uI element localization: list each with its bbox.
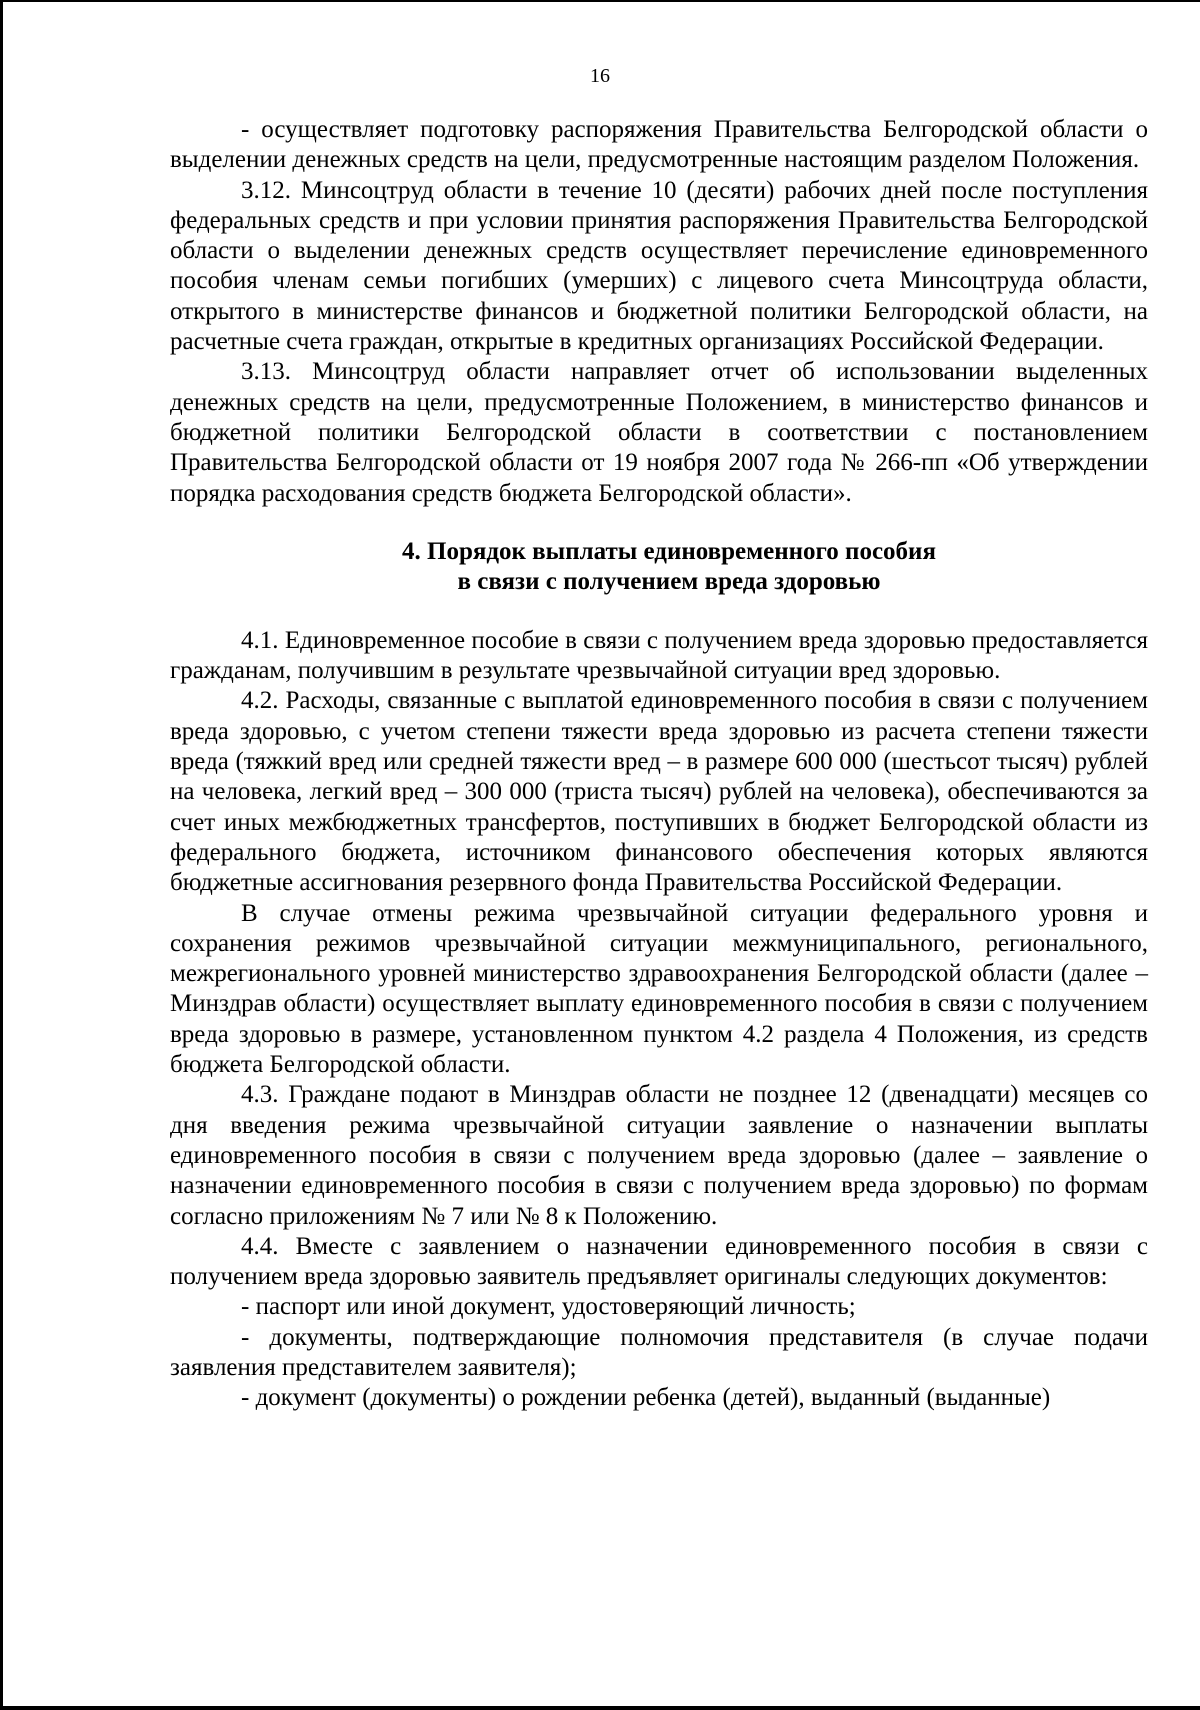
paragraph-3-13: 3.13. Минсоцтруд области направляет отчет об использовании выделенных денежных средств на цели, предусмотренные Положением, в министерство финансов и бюджетной политики Белгородской области в соответствии с постановлением Правительства Белгородской области от 19 ноября 2007 года № 266-пп «Об утверждении порядка расходования средств бюджета Белгородской области». — [170, 358, 1148, 507]
scan-border-left — [0, 0, 3, 1710]
paragraph-4-1: 4.1. Единовременное пособие в связи с получением вреда здоровью предоставляется гражданам, получившим в результате чрезвычайной ситуации вред здоровью. — [170, 626, 1148, 685]
section-heading — [170, 537, 1148, 597]
list-item-representative: - документы, подтверждающие полномочия представителя (в случае подачи заявления представителем заявителя); — [170, 1323, 1148, 1381]
paragraph-4-3: 4.3. Граждане подают в Минздрав области не позднее 12 (двенадцати) месяцев со дня введения режима чрезвычайной ситуации заявление о назначении выплаты единовременного пособия в связи с получением вреда здоровью (далее – заявление о назначении единовременного пособия в связи с получением вреда здоровью) по формам согласно приложениям № 7 или № 8 к Положению. — [170, 1081, 1148, 1230]
scan-border-top — [0, 0, 1200, 2]
list-item-passport: - паспорт или иной документ, удостоверяющий личность; — [241, 1293, 856, 1321]
paragraph-4-4: 4.4. Вместе с заявлением о назначении единовременного пособия в связи с получением вреда здоровью заявитель предъявляет оригиналы следующих документов: — [170, 1232, 1148, 1291]
list-item-birth-document: - документ (документы) о рождении ребенка (детей), выданный (выданные) — [241, 1384, 1051, 1412]
section-heading-line-1: 4. Порядок выплаты единовременного пособия — [402, 537, 936, 565]
paragraph-3-12: 3.12. Минсоцтруд области в течение 10 (десяти) рабочих дней после поступления федеральных средств и при условии принятия распоряжения Правительства Белгородской области о выделении денежных средств осуществляет перечисление единовременного пособия членам семьи погибших (умерших) с лицевого счета Минсоцтруда области, открытого в министерстве финансов и бюджетной политики Белгородской области, на расчетные счета граждан, открытые в кредитных организациях Российской Федерации. — [170, 176, 1148, 356]
paragraph-prepare-order: - осуществляет подготовку распоряжения Правительства Белгородской области о выделении денежных средств на цели, предусмотренные настоящим разделом Положения. — [170, 116, 1148, 174]
page-number: 16 — [590, 65, 610, 87]
document-body — [170, 115, 1148, 1414]
paragraph-4-2: 4.2. Расходы, связанные с выплатой единовременного пособия в связи с получением вреда здоровью, с учетом степени тяжести вреда здоровью из расчета степени тяжести вреда (тяжкий вред или средней тяжести вред – в размере 600 000 (шестьсот тысяч) рублей на человека, легкий вред – 300 000 (триста тысяч) рублей на человека), обеспечиваются за счет иных межбюджетных трансфертов, поступивших в бюджет Белгородской области из федерального бюджета, источником финансового обеспечения которых являются бюджетные ассигнования резервного фонда Правительства Российской Федерации. — [170, 687, 1148, 897]
section-heading-line-2: в связи с получением вреда здоровью — [457, 567, 881, 595]
paragraph-emergency-cancel: В случае отмены режима чрезвычайной ситуации федерального уровня и сохранения режимов чрезвычайной ситуации межмуниципального, регионального, межрегионального уровней министерство здравоохранения Белгородской области (далее – Минздрав области) осуществляет выплату единовременного пособия в связи с получением вреда здоровью в размере, установленном пунктом 4.2 раздела 4 Положения, из средств бюджета Белгородской области. — [170, 899, 1148, 1079]
scan-border-bottom — [0, 1706, 1200, 1710]
